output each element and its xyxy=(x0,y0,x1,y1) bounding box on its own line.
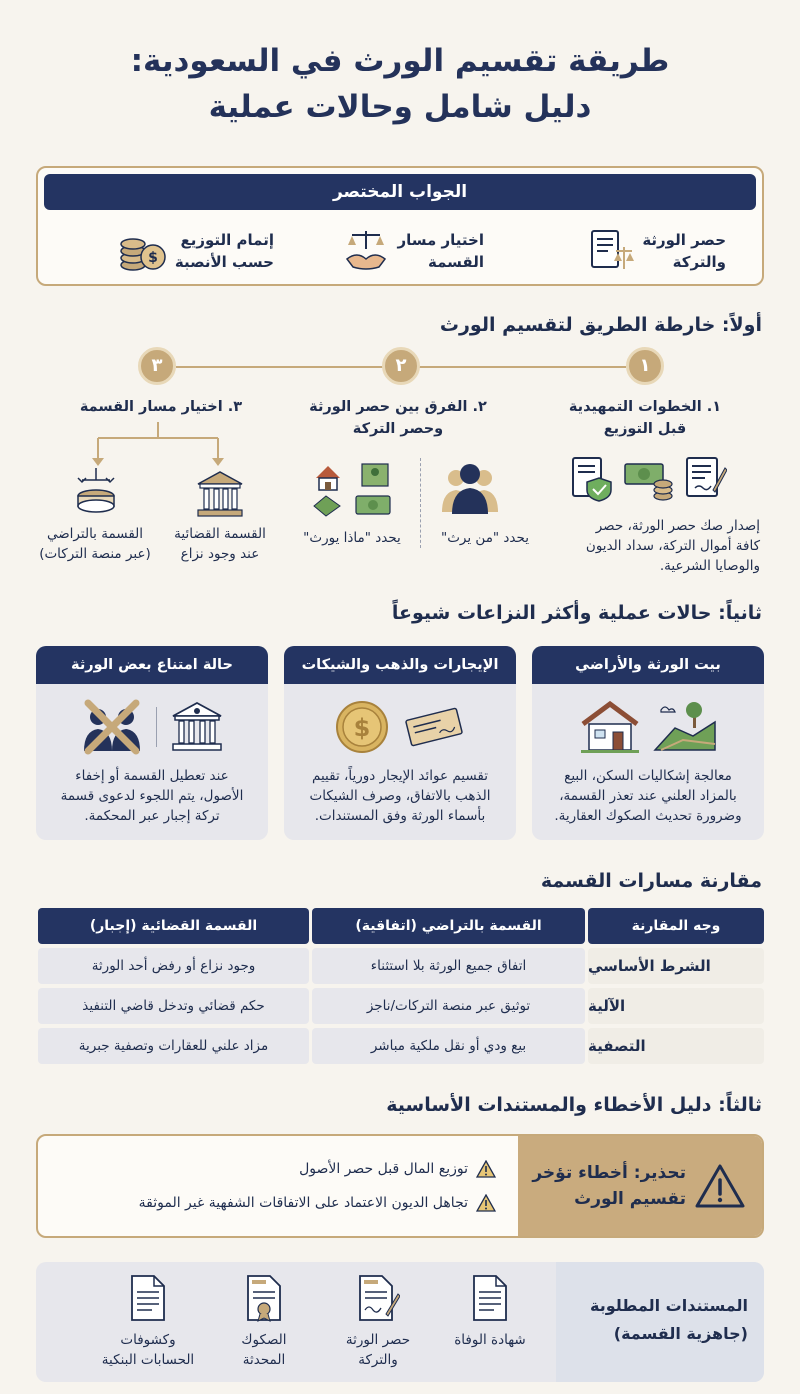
land-icon xyxy=(653,700,717,754)
step-2-divider xyxy=(420,458,421,548)
documents-title: المستندات المطلوبة (جاهزية القسمة) xyxy=(589,1296,748,1343)
amicable-division-label: القسمة بالتراضي (عبر منصة التركات) xyxy=(39,526,151,562)
money-coins-icon xyxy=(623,454,673,502)
warning-item: توزيع المال قبل حصر الأصول xyxy=(299,1160,496,1178)
comparison-title: مقارنة مسارات القسمة xyxy=(540,870,762,892)
step-2-who: يحدد "من يرث" xyxy=(441,530,529,546)
card-body: عند تعطيل القسمة أو إخفاء الأصول، يتم اللجوء لدعوى قسمة تركة إجبار عبر المحكمة. xyxy=(60,768,244,824)
step-1-badge: ١ xyxy=(626,347,664,385)
table-cell: الآلية xyxy=(588,988,764,1024)
document-item: وكشوفات الحسابات البنكية xyxy=(88,1274,208,1370)
judicial-division-label: القسمة القضائية عند وجود نزاع xyxy=(174,526,266,562)
warning-icon xyxy=(694,1162,746,1210)
card-heading: الإيجارات والذهب والشيكات xyxy=(284,646,516,684)
death-certificate-icon xyxy=(470,1274,510,1322)
small-warning-icon xyxy=(476,1194,496,1212)
case-card-house xyxy=(532,646,764,840)
step-2-title: ٢. الفرق بين حصر الورثة وحصر التركة xyxy=(309,399,487,437)
table-cell: بيع ودي أو نقل ملكية مباشر xyxy=(312,1028,585,1064)
small-warning-icon xyxy=(476,1160,496,1178)
handshake-scale-icon xyxy=(343,229,389,273)
cheque-icon xyxy=(402,700,466,754)
card-heading: بيت الورثة والأراضي xyxy=(532,646,764,684)
step-1-title: ١. الخطوات التمهيدية قبل التوزيع xyxy=(568,399,722,437)
summary-item-distribution: إتمام التوزيع حسب الأنصبة $ xyxy=(119,226,274,276)
table-cell: اتفاق جميع الورثة بلا استثناء xyxy=(312,948,585,984)
step-2-what: يحدد "ماذا يورث" xyxy=(303,530,401,546)
table-cell: مزاد علني للعقارات وتصفية جبرية xyxy=(38,1028,309,1064)
card-body: معالجة إشكاليات السكن، البيع بالمزاد العلني عند تعذر القسمة، وضرورة تحديث الصكوك العقارية. xyxy=(554,768,742,824)
table-cell: الشرط الأساسي xyxy=(588,948,764,984)
table-row xyxy=(38,988,764,1024)
card-heading: حالة امتناع بعض الورثة xyxy=(36,646,268,684)
documents-box xyxy=(36,1262,764,1382)
summary-item-heirs: حصر الورثة والتركة xyxy=(586,226,726,276)
refusing-heirs-icon xyxy=(80,699,144,755)
people-icon xyxy=(438,460,502,514)
summary-heading: الجواب المختصر xyxy=(44,174,756,210)
courthouse-icon xyxy=(194,470,246,518)
property-assets-icon xyxy=(310,458,394,518)
card-body: تقسيم عوائد الإيجار دورياً، تقييم الذهب بالاتفاق، وصرف الشيكات بأسماء الورثة وفق المستندات. xyxy=(309,768,491,824)
summary-box xyxy=(36,166,764,286)
table-cell: حكم قضائي وتدخل قاضي التنفيذ xyxy=(38,988,309,1024)
table-header: القسمة بالتراضي (اتفاقية) xyxy=(312,908,585,944)
table-cell: توثيق عبر منصة التركات/ناجز xyxy=(312,988,585,1024)
shield-document-icon xyxy=(569,454,613,502)
table-row xyxy=(38,1028,764,1064)
warning-item: تجاهل الديون الاعتماد على الاتفاقات الشفهية غير الموثقة xyxy=(139,1194,496,1212)
document-scale-icon xyxy=(586,229,634,273)
warning-title: تحذير: أخطاء تؤخر تقسيم الورث xyxy=(532,1163,686,1209)
comparison-table xyxy=(38,908,764,1068)
table-header: وجه المقارنة xyxy=(588,908,764,944)
coins-icon xyxy=(119,229,167,273)
case-card-rentals xyxy=(284,646,516,840)
branch-arrows xyxy=(80,422,230,468)
gold-coin-icon xyxy=(334,699,390,755)
table-row xyxy=(38,948,764,984)
step-2-badge: ٢ xyxy=(382,347,420,385)
summary-item-path: اختيار مسار القسمة xyxy=(343,226,484,276)
warning-box xyxy=(36,1134,764,1238)
document-item: حصر الورثة والتركة xyxy=(318,1274,438,1370)
deed-certificate-icon xyxy=(244,1274,284,1322)
cases-title: ثانياً: حالات عملية وأكثر النزاعات شيوعاً xyxy=(391,602,762,624)
svg-text:$: $ xyxy=(148,250,158,266)
signed-document-icon xyxy=(356,1274,400,1322)
table-header-row xyxy=(38,908,764,944)
step-3-badge: ٣ xyxy=(138,347,176,385)
pen-document-icon xyxy=(683,454,727,502)
platform-split-icon xyxy=(70,466,122,518)
step-3-title: ٣. اختيار مسار القسمة xyxy=(79,399,243,415)
page-title: طريقة تقسيم الورث في السعودية: دليل شامل وحالات عملية xyxy=(130,43,670,125)
svg-text:$: $ xyxy=(353,714,371,742)
step-1-description: إصدار صك حصر الورثة، حصر كافة أموال التركة، سداد الديون والوصايا الشرعية. xyxy=(585,518,760,574)
table-cell: التصفية xyxy=(588,1028,764,1064)
bank-statement-icon xyxy=(128,1274,168,1322)
roadmap-title: أولاً: خارطة الطريق لتقسيم الورث xyxy=(439,314,762,336)
table-cell: وجود نزاع أو رفض أحد الورثة xyxy=(38,948,309,984)
house-icon xyxy=(579,700,641,754)
table-header: القسمة القضائية (إجبار) xyxy=(38,908,309,944)
document-item: شهادة الوفاة xyxy=(430,1274,550,1350)
bank-building-icon xyxy=(169,700,225,754)
document-item: الصكوك المحدثة xyxy=(204,1274,324,1370)
case-card-refusal xyxy=(36,646,268,840)
mistakes-title: ثالثاً: دليل الأخطاء والمستندات الأساسية xyxy=(386,1094,762,1116)
step-1-icons xyxy=(548,454,748,504)
